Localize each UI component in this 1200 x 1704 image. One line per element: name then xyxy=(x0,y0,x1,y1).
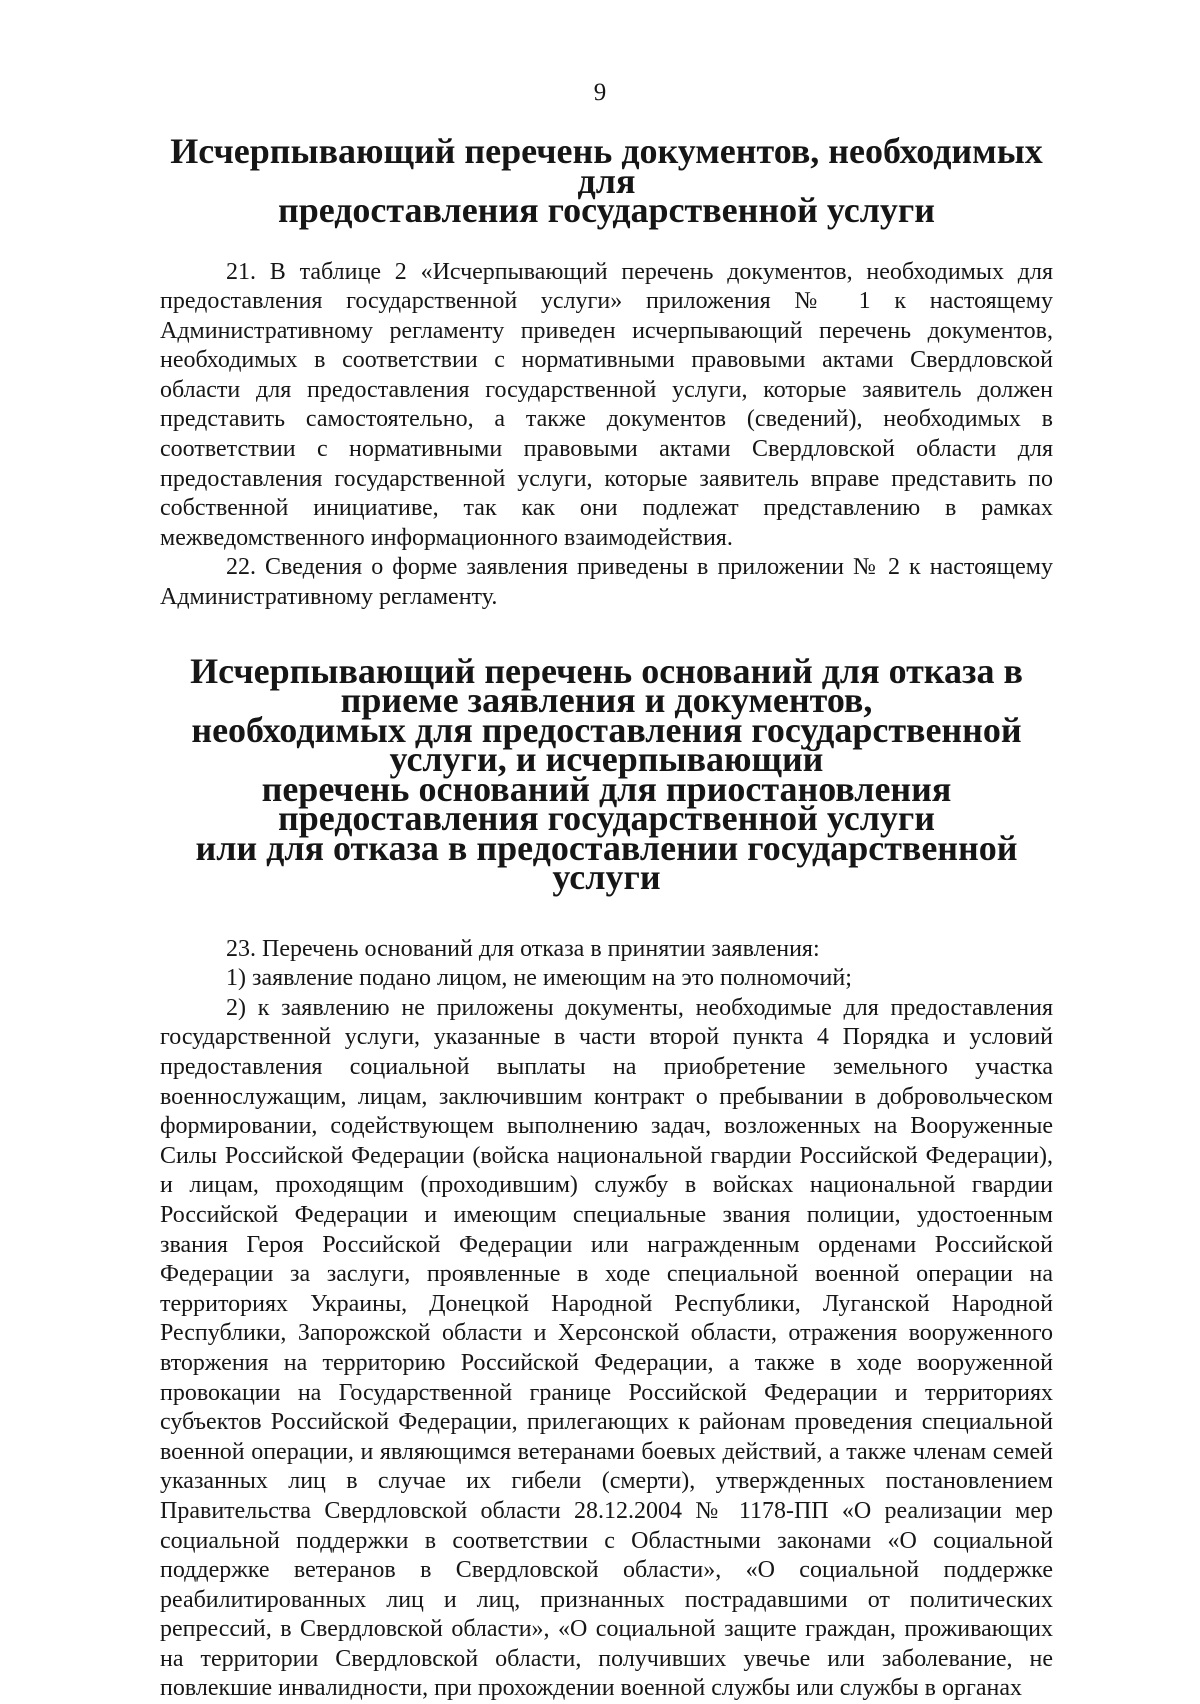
heading-line: Исчерпывающий перечень документов, необходимых для xyxy=(170,131,1043,201)
heading-line: Исчерпывающий перечень оснований для отказа в приеме заявления и документов, xyxy=(190,650,1023,721)
list-item-2: 2) к заявлению не приложены документы, необходимые для предоставления государственной услуги, указанные в части второй пункта 4 Порядка и условий предоставления социальной выплаты на приобретение земельного участка военнослужащим, лицам, заключившим контракт о пребывании в добровольческом формировании, содействующем выполнению задач, возложенных на Вооруженные Силы Российской Федерации (войска национальной гвардии Российской Федерации), и лицам, проходящим (проходившим) службу в войсках национальной гвардии Российской Федерации и имеющим специальные звания полиции, удостоенным звания Героя Российской Федерации или награжденным орденами Российской Федерации за заслуги, проявленные в ходе специальной военной операции на территориях Украины, Донецкой Народной Республики, Луганской Народной Республики, Запорожской области и Херсонской области, отражения вооруженного вторжения на территорию Российской Федерации, а также в ходе вооруженной провокации на Государственной границе Российской Федерации и территориях субъектов Российской Федерации, прилегающих к районам проведения специальной военной операции, и являющимся ветеранами боевых действий, а также членам семей указанных лиц в случае их гибели (смерти), утвержденных постановлением Правительства Свердловской области 28.12.2004 № 1178-ПП «О реализации мер социальной поддержки в соответствии с Областными законами «О социальной поддержке ветеранов в Свердловской области», «О социальной поддержке реабилитированных лиц и лиц, признанных пострадавшими от политических репрессий, в Свердловской области», «О социальной защите граждан, проживающих на территории Свердловской области, получивших увечье или заболевание, не повлекшие инвалидности, при прохождении военной службы или службы в органах xyxy=(160,994,1053,1702)
paragraph-21: 21. В таблице 2 «Исчерпывающий перечень документов, необходимых для предоставления государственной услуги» приложения № 1 к настоящему Административному регламенту приведен исчерпывающий перечень документов, необходимых в соответствии с нормативными правовыми актами Свердловской области для предоставления государственной услуги, которые заявитель должен представить самостоятельно, а также документов (сведений), необходимых в соответствии с нормативными правовыми актами Свердловской области для предоставления государственной услуги, которые заявитель вправе представить по собственной инициативе, так как они подлежат представлению в рамках межведомственного информационного взаимодействия. xyxy=(160,258,1053,551)
heading-line: перечень оснований для приостановления предоставления государственной услуги xyxy=(261,768,952,839)
list-item-1: 1) заявление подано лицом, не имеющим на это полномочий; xyxy=(226,965,852,992)
page-number: 9 xyxy=(593,79,607,106)
paragraph-23: 23. Перечень оснований для отказа в принятии заявления: xyxy=(226,935,820,962)
paragraph-22: 22. Сведения о форме заявления приведены в приложении № 2 к настоящему Административному регламенту. xyxy=(160,554,1053,611)
page-content xyxy=(160,131,1053,1704)
section-heading-refusal-grounds xyxy=(160,650,1053,898)
heading-line: предоставления государственной услуги xyxy=(277,190,936,230)
heading-line: или для отказа в предоставлении государственной услуги xyxy=(195,827,1018,898)
section-heading-documents xyxy=(160,131,1053,230)
heading-line: необходимых для предоставления государственной услуги, и исчерпывающий xyxy=(191,709,1022,780)
